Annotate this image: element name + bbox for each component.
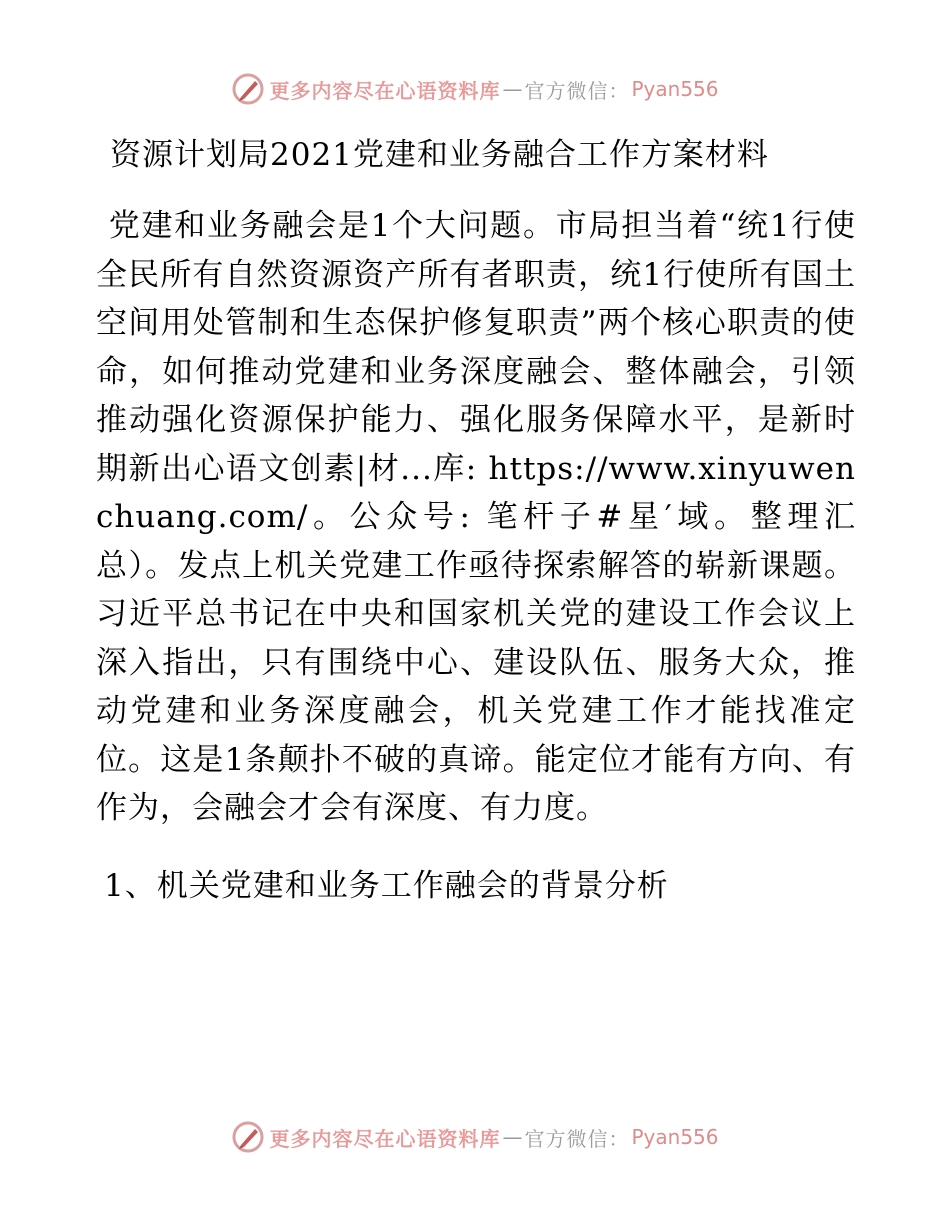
footer-watermark (0, 1120, 950, 1154)
section-heading: 1、机关党建和业务工作融会的背景分析 (104, 867, 669, 904)
watermark-wechat-id: Pyan556 (631, 1125, 719, 1149)
quill-in-circle-icon (231, 1120, 265, 1154)
quill-in-circle-icon (231, 72, 265, 106)
body-paragraph-text: 党建和业务融会是1个大问题。市局担当着“统1行使全民所有自然资源资产所有者职责，统1行使所有国土空间用处管制和生态保护修复职责”两个核心职责的使命，如何推动党建和业务深度融会、整体融会，引领推动强化资源保护能力、强化服务保障水平，是新时期新出心语文创素|材...库: https://www.xinyuwenchuang.com/。公众号: 笔杆子#星′域。整理汇总）。发点上机关党建工作亟待探索解答的崭新课题。习近平总书记在中央和国家机关党的建设工作会议上深入指出，只有围绕中心、建设队伍、服务大众，推动党建和业务深度融会，机关党建工作才能找准定位。这是1条颠扑不破的真谛。能定位才能有方向、有作为，会融会才会有深度、有力度。 (96, 208, 856, 826)
document-body (96, 120, 856, 913)
watermark-dash: — (502, 77, 523, 101)
watermark-dash: — (502, 1125, 523, 1149)
watermark-promo-text: 更多内容尽在心语资料库 (269, 78, 501, 103)
watermark-official-label: 官方微信： (524, 78, 630, 103)
watermark-wechat-id: Pyan556 (631, 77, 719, 101)
watermark-official-label: 官方微信： (524, 1126, 630, 1151)
document-title: 资源计划局2021党建和业务融合工作方案材料 (110, 137, 769, 173)
body-paragraph (96, 202, 856, 833)
header-watermark (0, 72, 950, 106)
watermark-promo-text: 更多内容尽在心语资料库 (269, 1126, 501, 1151)
